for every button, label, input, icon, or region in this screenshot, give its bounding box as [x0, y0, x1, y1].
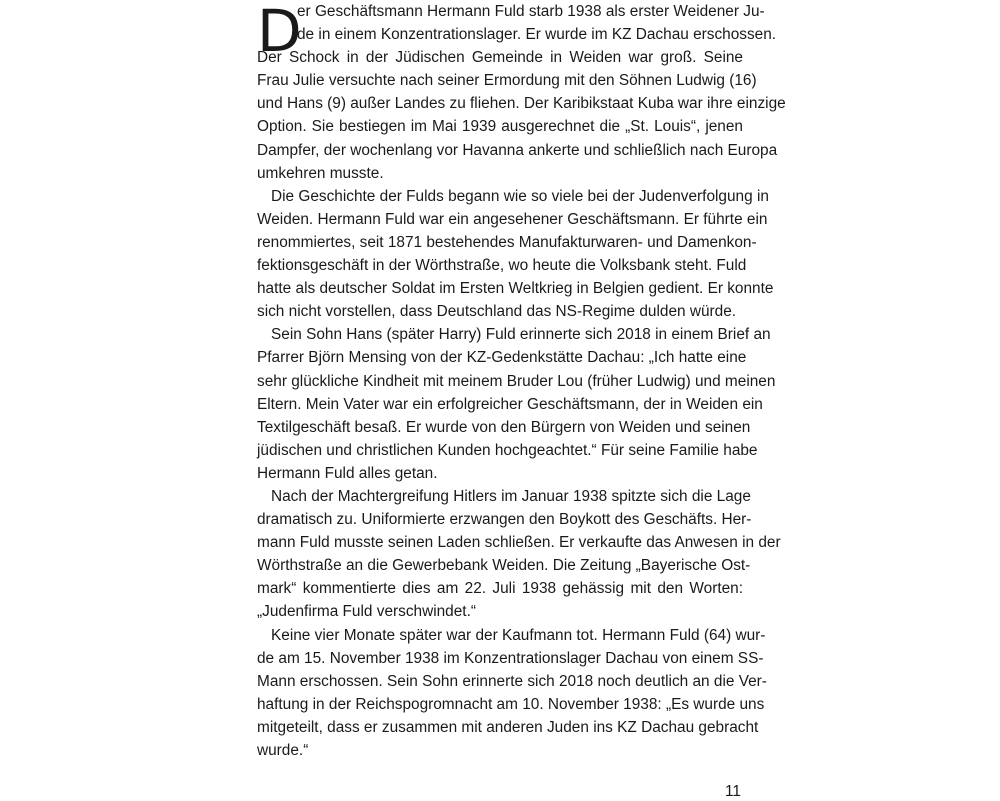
text-line: und Hans (9) außer Landes zu fliehen. Der Karibikstaat Kuba war ihre einzige — [257, 95, 786, 113]
text-line: jüdischen und christlichen Kunden hochgeachtet.“ Für seine Familie habe — [257, 441, 758, 459]
paragraph-4 — [257, 485, 781, 624]
text-line: „Judenfirma Fuld verschwindet.“ — [257, 603, 476, 621]
text-line: er Geschäftsmann Hermann Fuld starb 1938 als erster Weidener Ju- — [297, 3, 765, 20]
drop-cap-letter: D — [257, 0, 302, 65]
text-line: Mann erschossen. Sein Sohn erinnerte sich 2018 noch deutlich an die Ver- — [257, 672, 767, 690]
text-line: Hermann Fuld alles getan. — [257, 464, 438, 482]
text-line: de in einem Konzentrationslager. Er wurde im KZ Dachau erschossen. — [297, 26, 777, 44]
text-line: wurde.“ — [257, 742, 309, 759]
text-line: Dampfer, der wochenlang vor Havanna ankerte und schließlich nach Europa — [257, 141, 778, 159]
text-line: Option. Sie bestiegen im Mai 1939 ausgerechnet die „St. Louis“, jenen — [257, 118, 743, 136]
page-number: 11 — [725, 783, 741, 800]
text-line: fektionsgeschäft in der Wörthstraße, wo heute die Volksbank steht. Fuld — [257, 257, 747, 275]
text-line: hatte als deutscher Soldat im Ersten Weltkrieg in Belgien gedient. Er konnte — [257, 280, 774, 298]
text-line: haftung in der Reichspogromnacht am 10. November 1938: „Es wurde uns — [257, 695, 765, 713]
paragraph-2 — [257, 185, 774, 324]
text-line: umkehren musste. — [257, 164, 384, 182]
paragraph-5 — [257, 624, 767, 763]
text-line: Nach der Machtergreifung Hitlers im Januar 1938 spitzte sich die Lage — [271, 487, 751, 505]
text-line: Sein Sohn Hans (später Harry) Fuld erinnerte sich 2018 in einem Brief an — [271, 326, 771, 344]
text-line: mitgeteilt, dass er zusammen mit anderen Juden ins KZ Dachau gebracht — [257, 718, 759, 736]
text-line: mann Fuld musste seinen Laden schließen. Er verkaufte das Anwesen in der — [257, 534, 781, 552]
text-line: Die Geschichte der Fulds begann wie so viele bei der Judenverfolgung in — [271, 187, 769, 205]
paragraph-3 — [257, 323, 776, 485]
text-line: renommiertes, seit 1871 bestehendes Manufakturwaren- und Damenkon- — [257, 233, 757, 251]
text-line: sehr glückliche Kindheit mit meinem Bruder Lou (früher Ludwig) und meinen — [257, 372, 776, 390]
paragraph-1 — [257, 0, 786, 185]
text-line: Weiden. Hermann Fuld war ein angesehener Geschäftsmann. Er führte ein — [257, 210, 768, 228]
article-text — [257, 0, 786, 762]
text-line: Wörthstraße an die Gewerbebank Weiden. Die Zeitung „Bayerische Ost- — [257, 557, 751, 575]
text-line: Textilgeschäft besaß. Er wurde von den Bürgern von Weiden und seinen — [257, 418, 751, 436]
text-line: Keine vier Monate später war der Kaufmann tot. Hermann Fuld (64) wur- — [271, 626, 766, 644]
text-line: Frau Julie versuchte nach seiner Ermordung mit den Söhnen Ludwig (16) — [257, 72, 757, 90]
text-line: de am 15. November 1938 im Konzentrationslager Dachau von einem SS- — [257, 649, 764, 667]
text-line: Eltern. Mein Vater war ein erfolgreicher Geschäftsmann, der in Weiden ein — [257, 395, 763, 413]
text-line: mark“ kommentierte dies am 22. Juli 1938 gehässig mit den Worten: — [257, 580, 743, 598]
text-line: dramatisch zu. Uniformierte erzwangen den Boykott des Geschäfts. Her- — [257, 511, 752, 529]
text-line: sich nicht vorstellen, dass Deutschland das NS-Regime dulden würde. — [257, 303, 737, 321]
text-line: Pfarrer Björn Mensing von der KZ-Gedenkstätte Dachau: „Ich hatte eine — [257, 349, 747, 367]
text-line: Der Schock in der Jüdischen Gemeinde in Weiden war groß. Seine — [257, 49, 743, 67]
